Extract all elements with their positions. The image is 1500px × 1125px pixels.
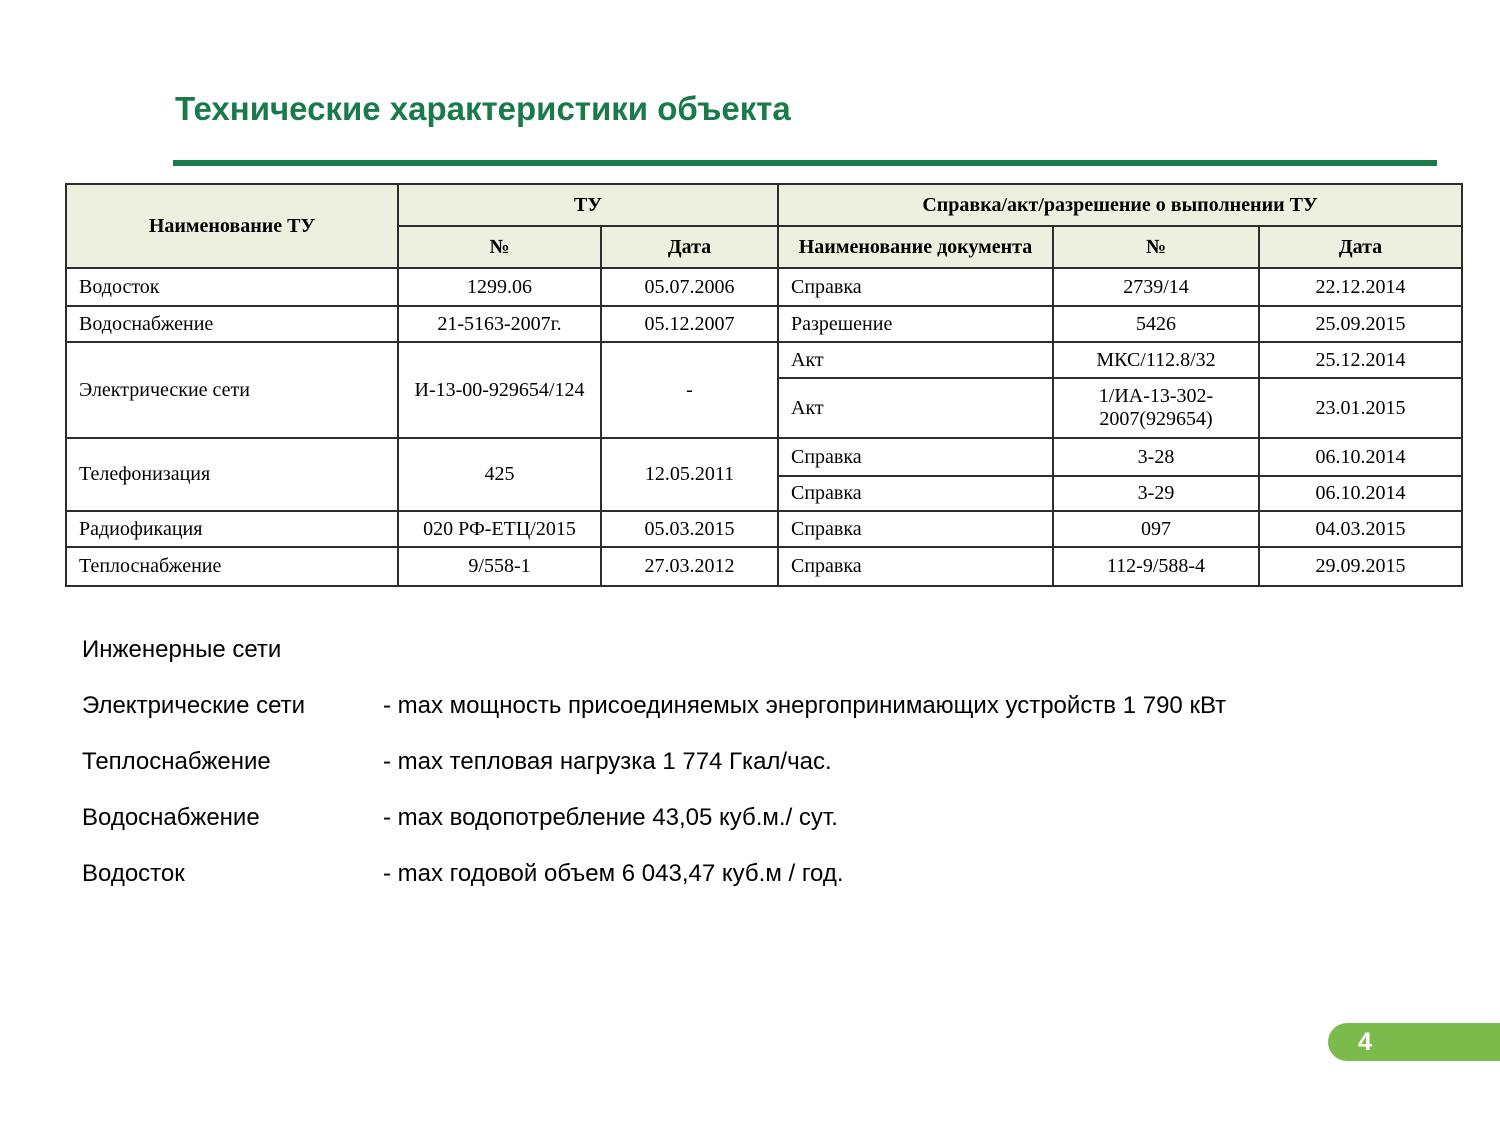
cell-tu-num: 21-5163-2007г. — [398, 306, 601, 342]
note-label: Водосток — [82, 860, 185, 887]
tu-table — [65, 183, 1463, 587]
title-underline — [173, 160, 1437, 166]
table-row — [66, 268, 1462, 306]
cell-doc: Акт — [778, 342, 1053, 378]
cell-doc: Справка — [778, 511, 1053, 547]
cell-tu-date: 05.03.2015 — [601, 511, 778, 547]
note-description: - max водопотребление 43,05 куб.м./ сут. — [383, 804, 838, 831]
table-row — [66, 511, 1462, 547]
cell-doc-date: 04.03.2015 — [1259, 511, 1462, 547]
header-doc-name: Наименование документа — [778, 226, 1053, 268]
cell-doc-num: 3-28 — [1053, 438, 1259, 476]
cell-tu-name: Теплоснабжение — [66, 547, 398, 586]
page-number-badge — [1328, 1023, 1500, 1061]
list-item — [82, 804, 1422, 832]
cell-doc: Справка — [778, 438, 1053, 476]
note-description: - max тепловая нагрузка 1 774 Гкал/час. — [383, 748, 832, 775]
cell-doc-num: 112-9/588-4 — [1053, 547, 1259, 586]
cell-tu-num: 9/558-1 — [398, 547, 601, 586]
cell-doc-date: 06.10.2014 — [1259, 476, 1462, 511]
cell-doc-date: 22.12.2014 — [1259, 268, 1462, 306]
cell-doc-date: 25.12.2014 — [1259, 342, 1462, 378]
header-spravka-group: Справка/акт/разрешение о выполнении ТУ — [778, 184, 1462, 226]
list-item — [82, 860, 1422, 888]
cell-doc: Акт — [778, 378, 1053, 438]
header-doc-num: № — [1053, 226, 1259, 268]
cell-doc: Разрешение — [778, 306, 1053, 342]
note-description: - max мощность присоединяемых энергопринимающих устройств 1 790 кВт — [383, 692, 1227, 719]
cell-tu-name: Водоснабжение — [66, 306, 398, 342]
list-item — [82, 748, 1422, 776]
cell-tu-name: Телефонизация — [66, 438, 398, 511]
cell-doc-num: 097 — [1053, 511, 1259, 547]
cell-doc-date: 29.09.2015 — [1259, 547, 1462, 586]
header-tu-date: Дата — [601, 226, 778, 268]
header-tu-num: № — [398, 226, 601, 268]
note-description: - max годовой объем 6 043,47 куб.м / год. — [383, 860, 844, 887]
header-name-tu: Наименование ТУ — [66, 184, 398, 268]
cell-tu-date: 05.07.2006 — [601, 268, 778, 306]
page-title: Технические характеристики объекта — [175, 90, 791, 127]
cell-doc: Справка — [778, 476, 1053, 511]
cell-tu-name: Электрические сети — [66, 342, 398, 438]
cell-tu-num: И-13-00-929654/124 — [398, 342, 601, 438]
cell-tu-date: 05.12.2007 — [601, 306, 778, 342]
header-tu-group: ТУ — [398, 184, 778, 226]
cell-tu-date: - — [601, 342, 778, 438]
list-item — [82, 692, 1422, 720]
cell-doc-date: 23.01.2015 — [1259, 378, 1462, 438]
table-row — [66, 438, 1462, 476]
cell-doc: Справка — [778, 547, 1053, 586]
cell-doc-num: МКС/112.8/32 — [1053, 342, 1259, 378]
cell-doc-date: 06.10.2014 — [1259, 438, 1462, 476]
page-number: 4 — [1358, 1027, 1372, 1056]
cell-doc-num: 2739/14 — [1053, 268, 1259, 306]
note-label: Водоснабжение — [82, 804, 260, 831]
note-label: Электрические сети — [82, 692, 306, 719]
engineering-networks-notes — [82, 636, 1422, 888]
cell-doc-num: 3-29 — [1053, 476, 1259, 511]
cell-tu-name: Радиофикация — [66, 511, 398, 547]
header-doc-date: Дата — [1259, 226, 1462, 268]
table-row — [66, 342, 1462, 378]
cell-tu-num: 425 — [398, 438, 601, 511]
cell-tu-num: 1299.06 — [398, 268, 601, 306]
notes-heading: Инженерные сети — [82, 636, 282, 663]
cell-doc-num: 5426 — [1053, 306, 1259, 342]
cell-tu-date: 12.05.2011 — [601, 438, 778, 511]
cell-doc: Справка — [778, 268, 1053, 306]
cell-tu-name: Водосток — [66, 268, 398, 306]
cell-tu-date: 27.03.2012 — [601, 547, 778, 586]
cell-doc-date: 25.09.2015 — [1259, 306, 1462, 342]
table-row — [66, 547, 1462, 586]
cell-doc-num: 1/ИА-13-302-2007(929654) — [1053, 378, 1259, 438]
note-label: Теплоснабжение — [82, 748, 271, 775]
table-row — [66, 306, 1462, 342]
cell-tu-num: 020 РФ-ЕТЦ/2015 — [398, 511, 601, 547]
